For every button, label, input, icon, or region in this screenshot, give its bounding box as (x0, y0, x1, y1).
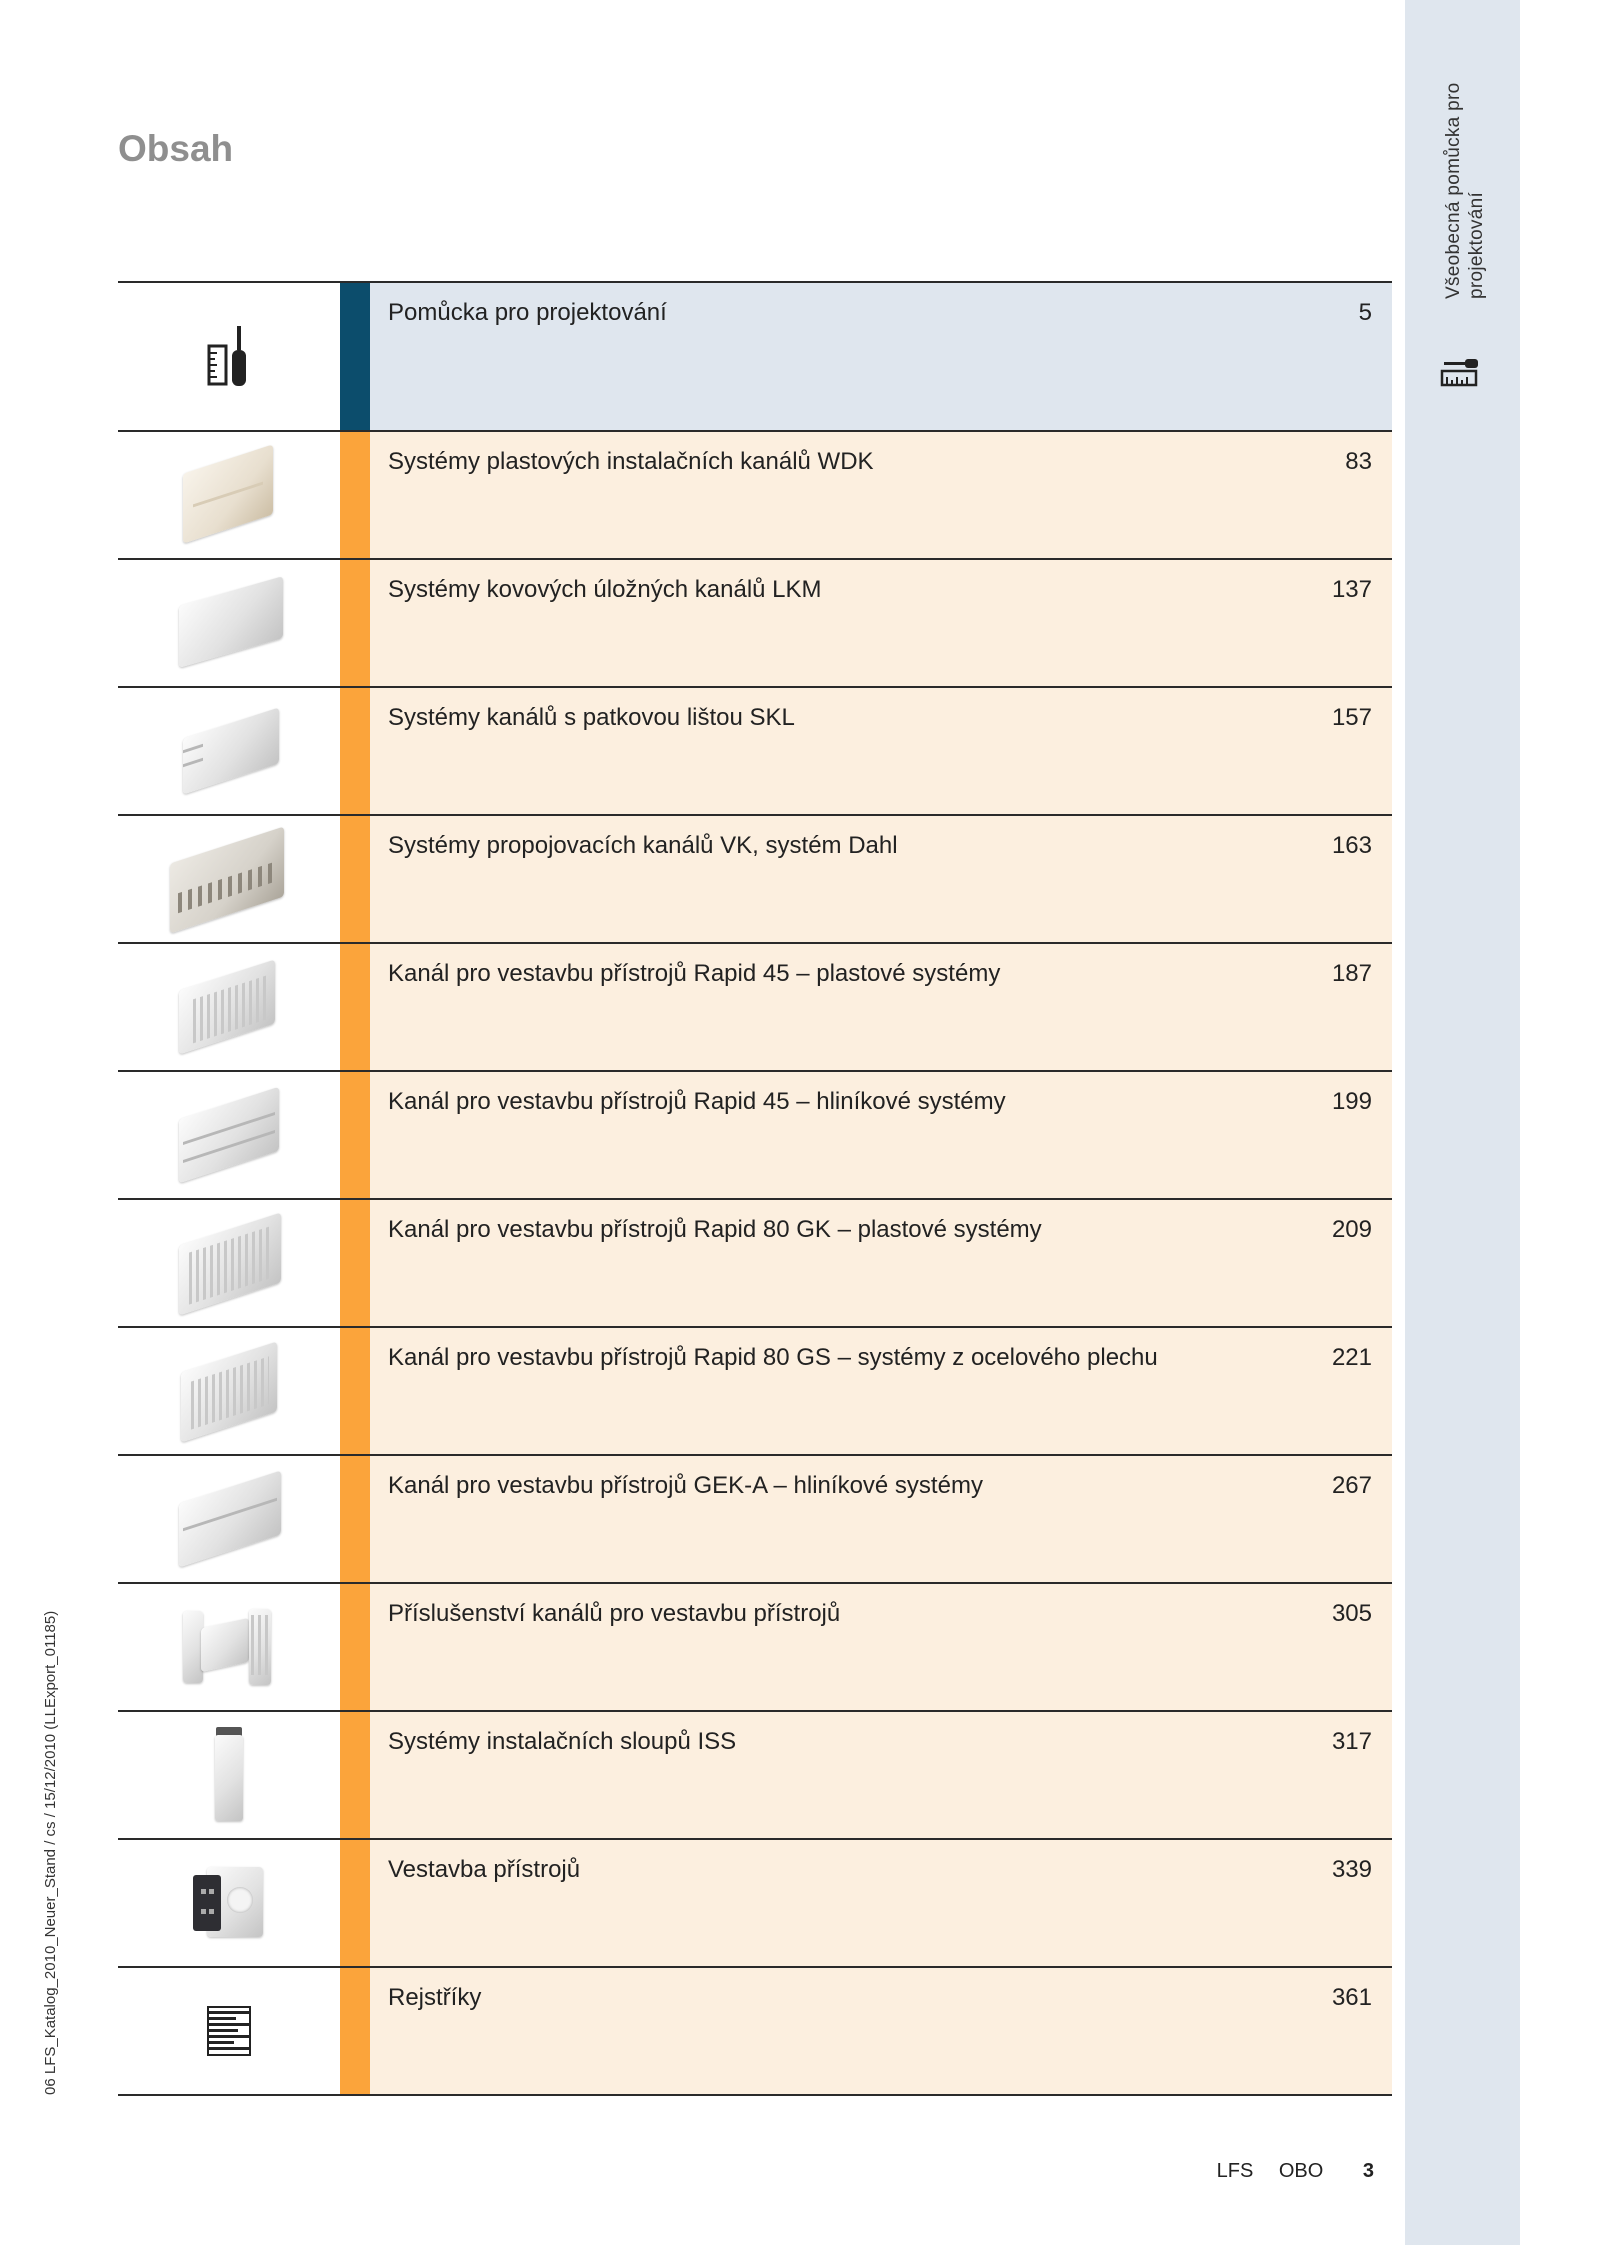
footer-brand-obo: OBO (1278, 2160, 1324, 2182)
skirting-duct-icon (118, 688, 340, 814)
rapid45-aluminium-icon (118, 1072, 340, 1198)
duct-accessories-icon (118, 1584, 340, 1710)
toc-row[interactable] (118, 558, 1392, 686)
section-color-bar (340, 1456, 370, 1582)
metal-duct-icon (118, 560, 340, 686)
wiring-duct-icon (118, 816, 340, 942)
toc-row[interactable] (118, 1710, 1392, 1838)
section-color-bar (340, 1968, 370, 2094)
section-color-bar (340, 688, 370, 814)
toc-page-number: 5 (1358, 299, 1372, 326)
toc-label: Kanál pro vestavbu přístrojů Rapid 80 GS – systémy z ocelového plechu (388, 1344, 1158, 1371)
toc-row[interactable] (118, 1966, 1392, 2096)
toc-label: Systémy instalačních sloupů ISS (388, 1728, 737, 1755)
gek-a-duct-icon (118, 1456, 340, 1582)
page-title: Obsah (118, 128, 234, 169)
toc-label: Systémy propojovacích kanálů VK, systém Dahl (388, 832, 898, 859)
section-color-bar (340, 1712, 370, 1838)
toc-row[interactable] (118, 814, 1392, 942)
toc-row[interactable] (118, 686, 1392, 814)
toc-label: Kanál pro vestavbu přístrojů GEK-A – hliníkové systémy (388, 1472, 983, 1499)
section-color-bar (340, 944, 370, 1070)
section-color-bar (340, 283, 370, 430)
toc-label: Kanál pro vestavbu přístrojů Rapid 45 – plastové systémy (388, 960, 1001, 987)
toc-panel (370, 1968, 1392, 2094)
toc-page-number: 83 (1345, 448, 1372, 475)
toc-page-number: 163 (1331, 832, 1372, 859)
page-footer (1197, 2160, 1374, 2183)
toc-page-number: 199 (1331, 1088, 1372, 1115)
toc-row[interactable] (118, 942, 1392, 1070)
toc-label: Kanál pro vestavbu přístrojů Rapid 80 GK – plastové systémy (388, 1216, 1042, 1243)
toc-page-number: 187 (1331, 960, 1372, 987)
section-color-bar (340, 1200, 370, 1326)
toc-page-number: 209 (1331, 1216, 1372, 1243)
toc-page-number: 221 (1331, 1344, 1372, 1371)
toc-label: Systémy kovových úložných kanálů LKM (388, 576, 822, 603)
toc-label: Systémy plastových instalačních kanálů WDK (388, 448, 874, 475)
toc-row[interactable] (118, 1838, 1392, 1966)
toc-page-number: 157 (1331, 704, 1372, 731)
section-color-bar (340, 1328, 370, 1454)
toc-page-number: 339 (1331, 1856, 1372, 1883)
toc-label: Vestavba přístrojů (388, 1856, 581, 1883)
toc-page-number: 305 (1331, 1600, 1372, 1627)
section-color-bar (340, 1840, 370, 1966)
toc-label: Rejstříky (388, 1984, 482, 2011)
toc-row[interactable] (118, 1198, 1392, 1326)
side-tab-label: Všeobecná pomůcka pro projektování (1443, 82, 1487, 299)
toc-label: Kanál pro vestavbu přístrojů Rapid 45 – hliníkové systémy (388, 1088, 1006, 1115)
rapid80-gs-icon (118, 1328, 340, 1454)
toc-label: Systémy kanálů s patkovou lištou SKL (388, 704, 795, 731)
document-meta: 06 LFS_Katalog_2010_Neuer_Stand / cs / 15/12/2010 (LLExport_01185) (42, 1610, 59, 2095)
index-list-icon (118, 1968, 340, 2094)
toc-row[interactable] (118, 1326, 1392, 1454)
toc-row[interactable] (118, 1070, 1392, 1198)
rapid45-plastic-icon (118, 944, 340, 1070)
toc-page-number: 267 (1331, 1472, 1372, 1499)
installation-column-icon (118, 1712, 340, 1838)
ruler-screwdriver-icon (118, 283, 340, 430)
toc-page-number: 361 (1331, 1984, 1372, 2011)
section-color-bar (340, 816, 370, 942)
side-tab-strip (1405, 0, 1520, 2245)
toc-row[interactable] (118, 1454, 1392, 1582)
section-color-bar (340, 432, 370, 558)
toc-page-number: 137 (1331, 576, 1372, 603)
section-color-bar (340, 1584, 370, 1710)
toc-row[interactable] (118, 1582, 1392, 1710)
toc-row[interactable] (118, 281, 1392, 430)
toc-page-number: 317 (1331, 1728, 1372, 1755)
section-color-bar (340, 560, 370, 686)
toc-row[interactable] (118, 430, 1392, 558)
footer-brand-lfs: LFS (1216, 2160, 1254, 2182)
footer-page-number: 3 (1362, 2160, 1374, 2182)
table-of-contents (118, 281, 1392, 2096)
toc-label: Pomůcka pro projektování (388, 299, 667, 326)
section-color-bar (340, 1072, 370, 1198)
device-mounting-icon (118, 1840, 340, 1966)
toc-label: Příslušenství kanálů pro vestavbu přístrojů (388, 1600, 841, 1627)
ruler-screwdriver-icon (1440, 357, 1480, 392)
cable-duct-icon (118, 432, 340, 558)
rapid80-gk-icon (118, 1200, 340, 1326)
